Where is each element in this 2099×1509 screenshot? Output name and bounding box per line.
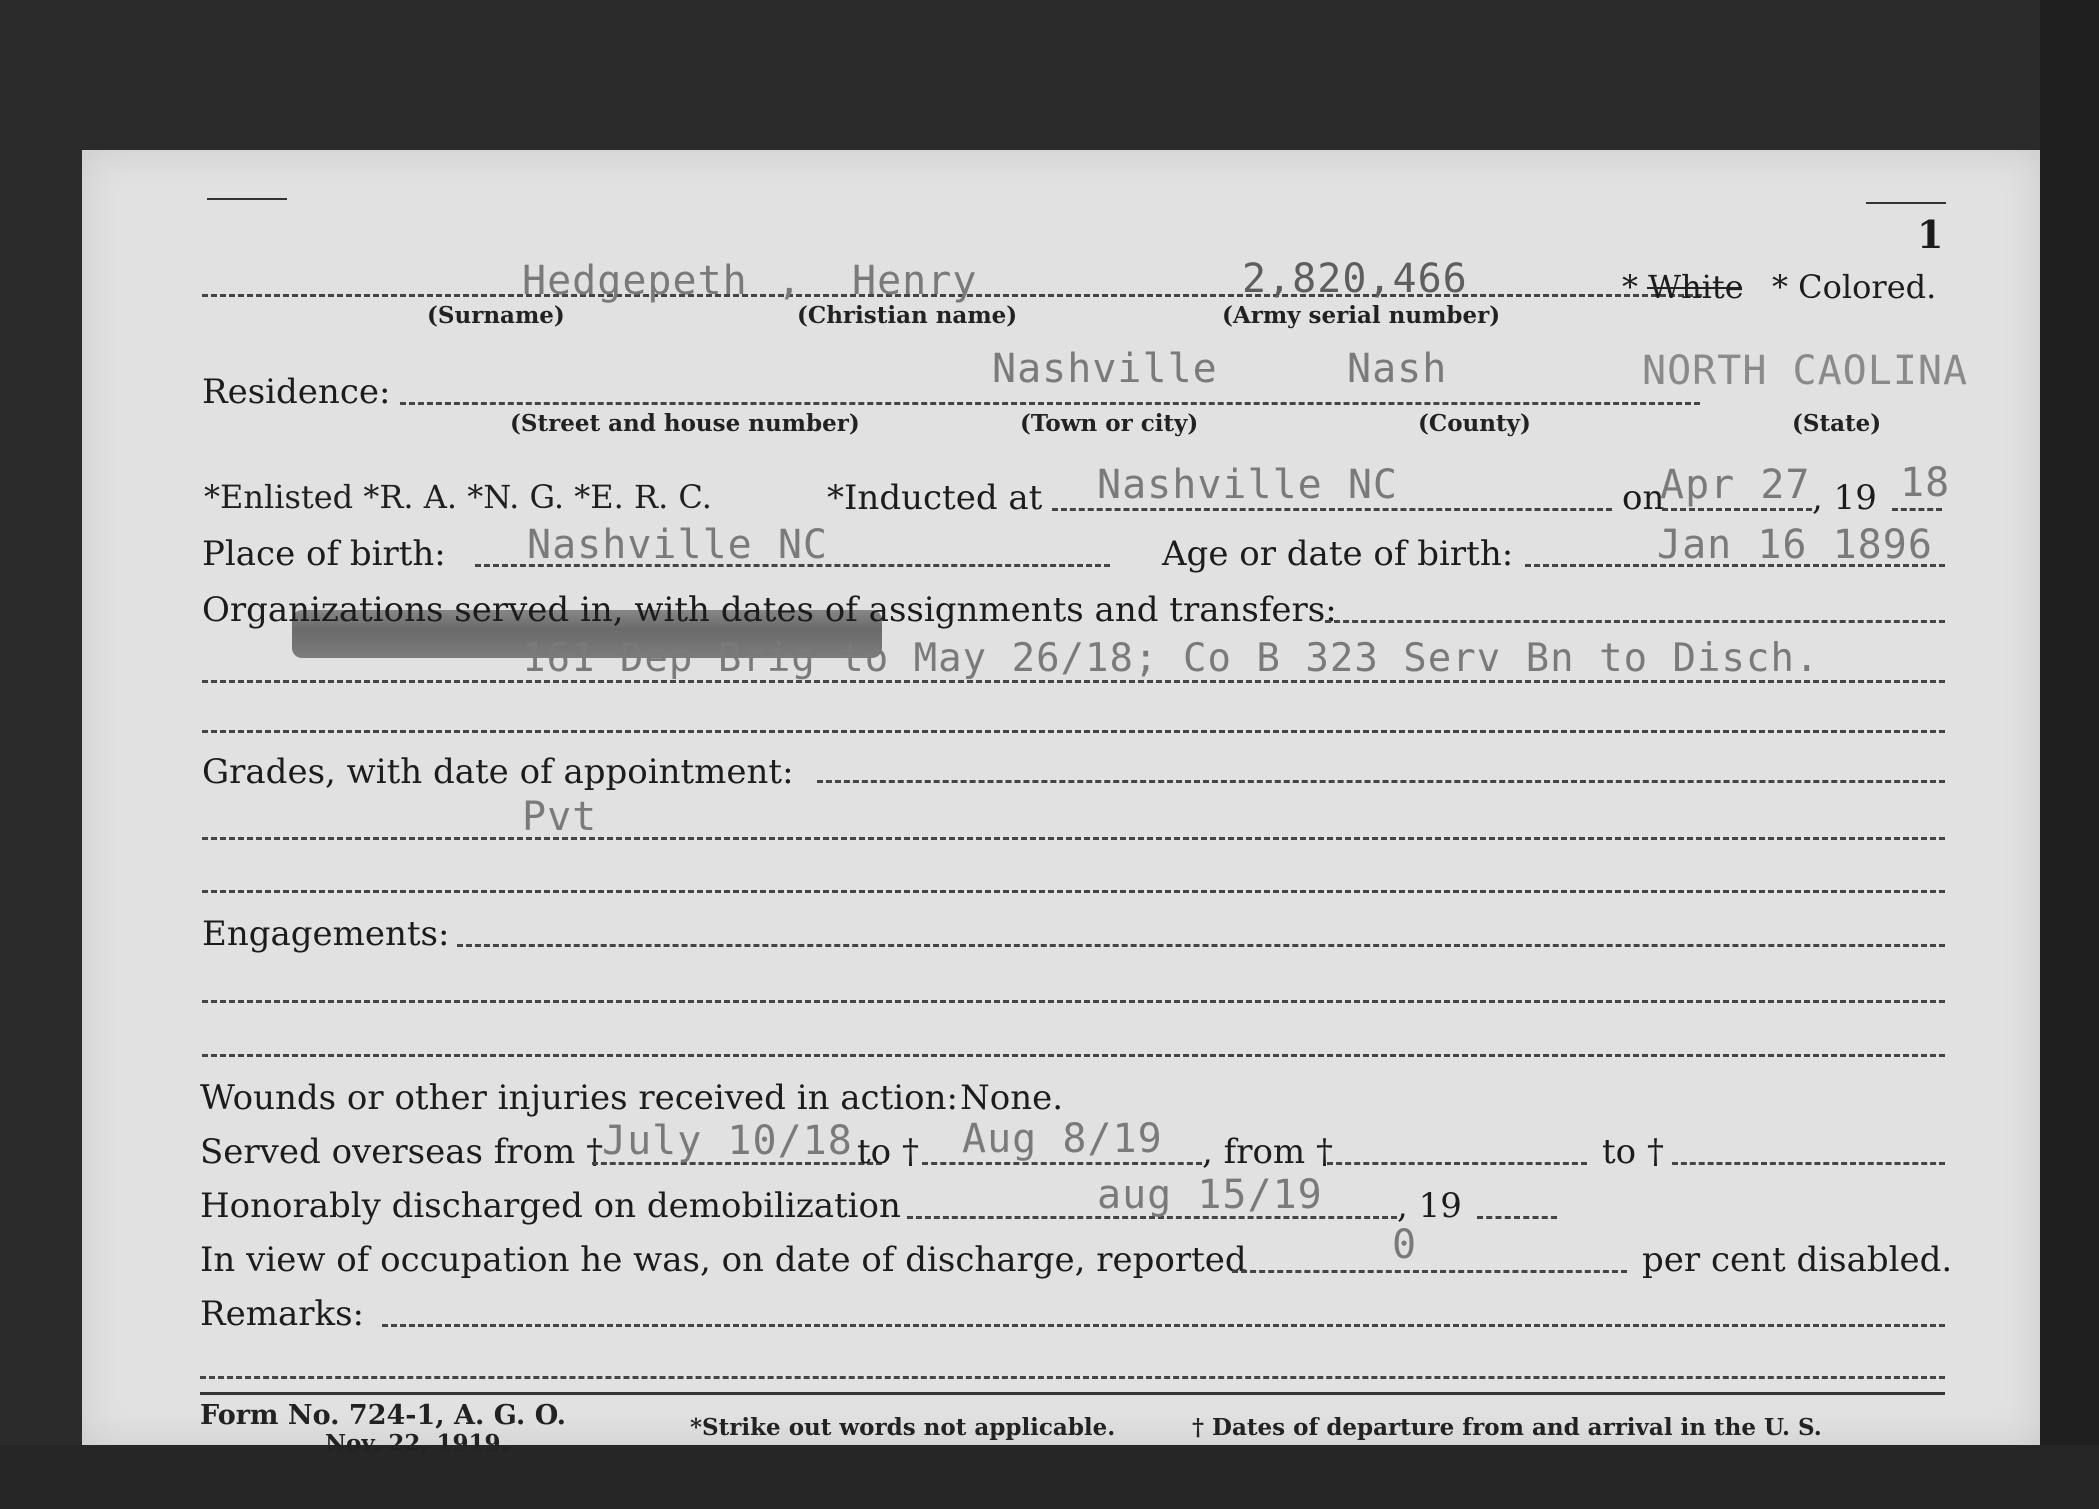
grades-line-2 [202,837,1945,840]
induction-date-line [1662,508,1812,511]
on-label: on [1622,478,1665,518]
scan-background-top [0,0,2099,150]
corner-rule-right [1866,202,1946,204]
overseas-to-line [922,1162,1202,1165]
town-value: Nashville [992,346,1218,392]
engagements-line-2 [202,1000,1945,1003]
organizations-line-3 [202,730,1945,733]
second-from-line [1327,1162,1587,1165]
serial-number-value: 2,820,466 [1242,256,1468,302]
serial-number-caption: (Army serial number) [1222,302,1501,329]
disabled-label: In view of occupation he was, on date of discharge, reported [200,1240,1247,1280]
residence-label: Residence: [202,372,391,412]
service-record-card [82,150,2040,1457]
christian-name-value: Henry [852,258,978,304]
county-caption: (County) [1418,410,1531,437]
scan-background-bottom [0,1445,2099,1509]
street-caption: (Street and house number) [510,410,860,437]
engagements-line-3 [202,1054,1945,1057]
remarks-line-1 [382,1324,1945,1327]
state-caption: (State) [1792,410,1882,437]
induction-year-line [1892,508,1942,511]
age-label: Age or date of birth: [1162,534,1514,574]
engagements-line-1 [457,944,1945,947]
enlistment-options: *Enlisted *R. A. *N. G. *E. R. C. [204,478,712,516]
surname-value: Hedgepeth [522,258,748,304]
birthplace-value: Nashville NC [527,522,828,568]
county-value: Nash [1347,346,1448,392]
residence-line [400,402,1700,405]
disabled-line [1232,1270,1627,1273]
race-white-option: * White [1622,268,1744,306]
organizations-value: 161 Dep Brig to May 26/18; Co B 323 Serv Bn to Disch. [522,636,1820,681]
corner-rule-left [207,198,287,200]
discharge-year-prefix: , 19 [1397,1186,1462,1226]
remarks-line-2 [200,1376,1945,1379]
inducted-at-value: Nashville NC [1097,462,1398,508]
footer-rule [200,1392,1945,1395]
name-comma: , [777,258,803,304]
second-to-label: to † [1602,1132,1664,1172]
christian-name-caption: (Christian name) [797,302,1018,329]
scan-background-right [2040,0,2099,1509]
discharged-label: Honorably discharged on demobilization [200,1186,901,1226]
footnote-dates: † Dates of departure from and arrival in the U. S. [1192,1414,1822,1441]
form-number: Form No. 724-1, A. G. O. [200,1400,567,1431]
grades-line-3 [202,890,1945,893]
form-date: Nov. 22, 1919. [325,1430,509,1457]
induction-year-prefix: , 19 [1812,478,1877,518]
race-colored-option: * Colored. [1772,268,1937,306]
wounds-value: None. [960,1078,1064,1118]
grades-line-1 [817,780,1945,783]
birth-date-value: Jan 16 1896 [1657,522,1933,568]
disabled-suffix: per cent disabled. [1642,1240,1953,1280]
footnote-strike: *Strike out words not applicable. [690,1414,1116,1441]
induction-date-value: Apr 27 [1660,462,1811,508]
overseas-from-value: July 10/18 [602,1118,853,1164]
surname-caption: (Surname) [427,302,565,329]
engagements-label: Engagements: [202,914,450,954]
wounds-label: Wounds or other injuries received in action: [200,1078,958,1118]
second-from-label: , from † [1202,1132,1333,1172]
induction-year-value: 18 [1900,460,1951,506]
discharge-date-value: aug 15/19 [1097,1172,1323,1218]
organizations-line-1 [1325,620,1945,623]
overseas-to-label: to † [857,1132,919,1172]
town-caption: (Town or city) [1020,410,1199,437]
discharge-year-line [1477,1216,1557,1219]
card-number: 1 [1917,212,1944,257]
inducted-label: *Inducted at [827,478,1043,518]
birthplace-label: Place of birth: [202,534,446,574]
percent-disabled-value: 0 [1392,1222,1418,1268]
overseas-to-value: Aug 8/19 [962,1116,1163,1162]
race-white-strike [1647,287,1742,289]
overseas-label: Served overseas from † [200,1132,604,1172]
remarks-label: Remarks: [200,1294,364,1334]
grades-label: Grades, with date of appointment: [202,752,794,792]
second-to-line [1672,1162,1945,1165]
grade-value: Pvt [522,794,598,840]
state-value: NORTH CAOLINA [1642,348,1969,394]
organizations-label: Organizations served in, with dates of assignments and transfers: [202,590,1337,630]
inducted-line [1052,508,1612,511]
